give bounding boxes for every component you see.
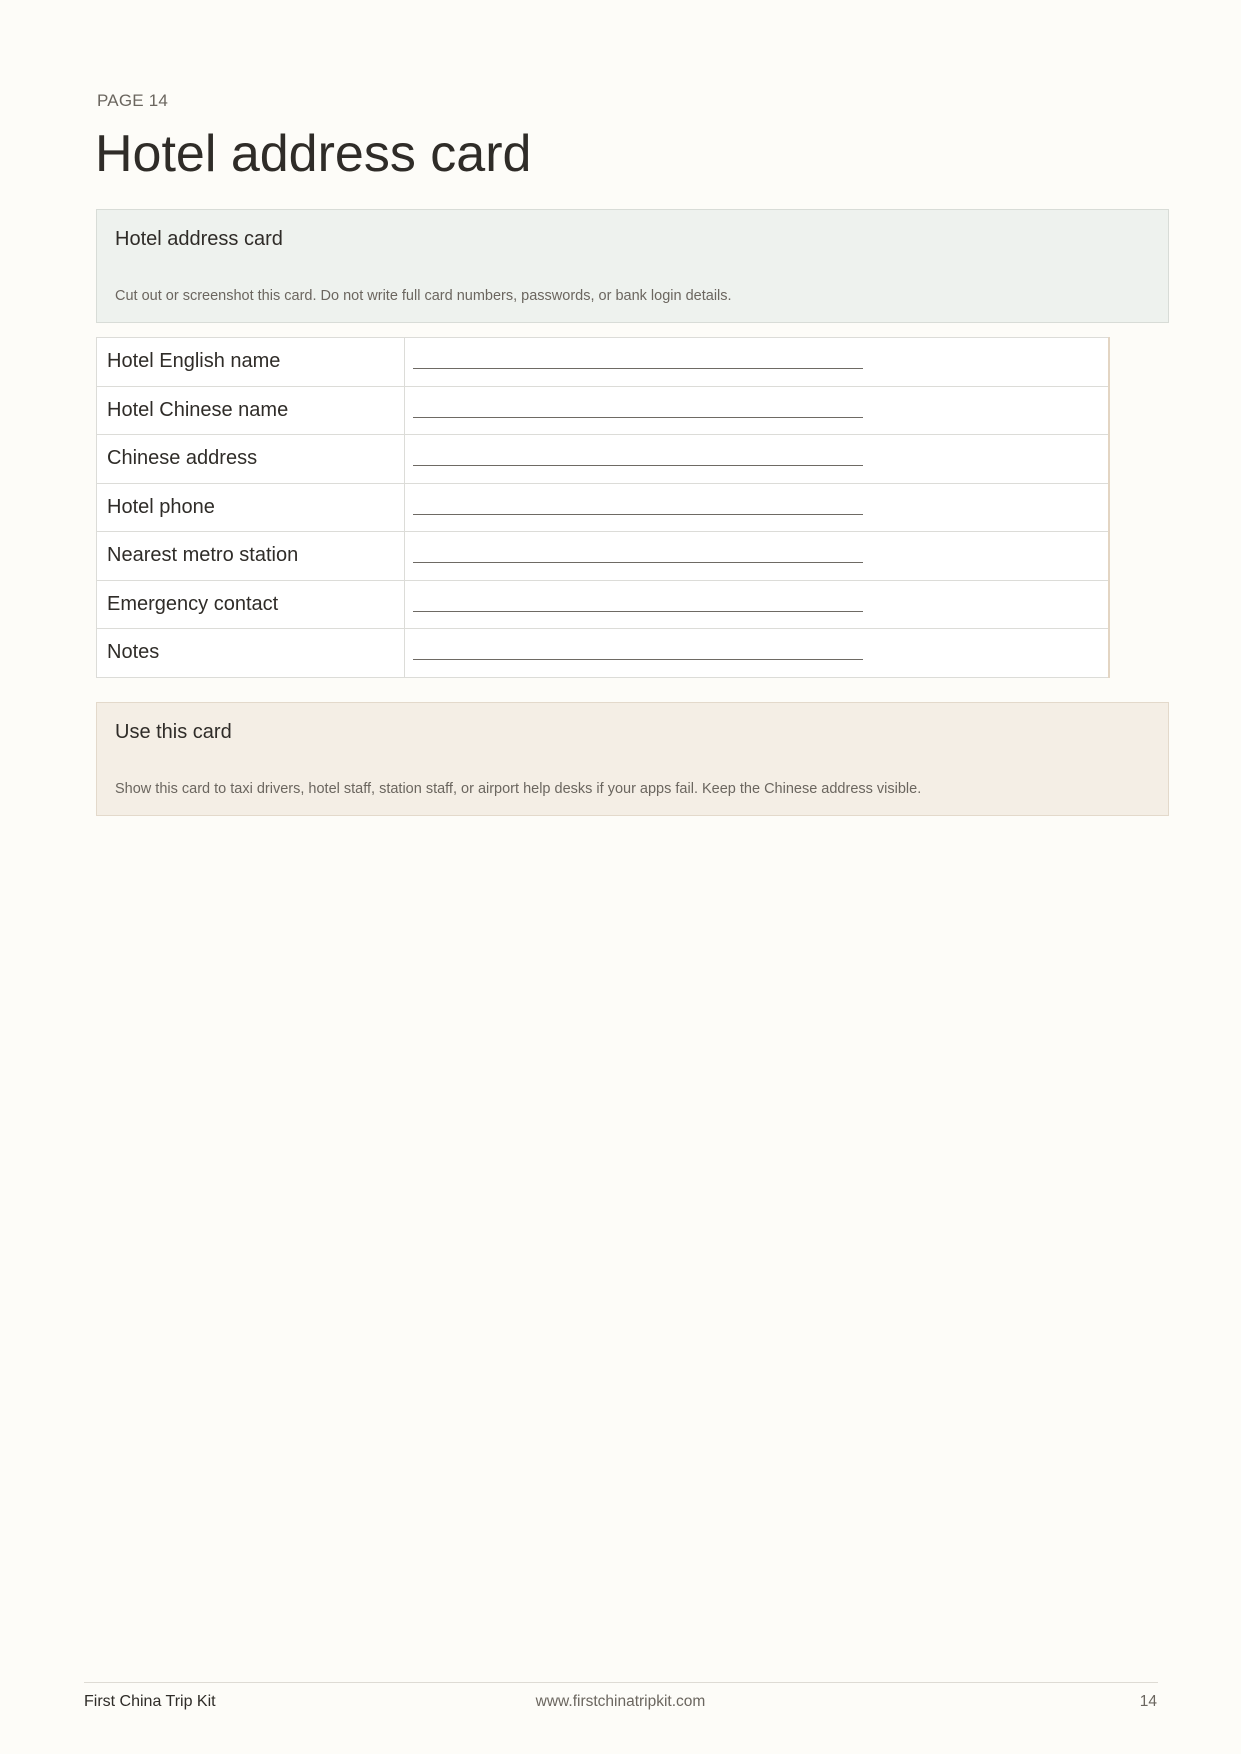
table-row bbox=[97, 483, 1110, 532]
write-in-line[interactable] bbox=[413, 611, 863, 612]
use-card-callout bbox=[96, 702, 1169, 816]
field-label: Chinese address bbox=[97, 435, 405, 484]
table-row bbox=[97, 532, 1110, 581]
field-label: Emergency contact bbox=[97, 580, 405, 629]
footer-website-link[interactable]: www.firstchinatripkit.com bbox=[535, 1693, 706, 1710]
footer-brand: First China Trip Kit bbox=[84, 1693, 216, 1710]
write-in-line[interactable] bbox=[413, 417, 863, 418]
field-blank bbox=[405, 532, 1110, 581]
footer-divider bbox=[84, 1682, 1158, 1683]
field-blank bbox=[405, 435, 1110, 484]
table-row bbox=[97, 580, 1110, 629]
hotel-address-card-table bbox=[96, 337, 1110, 678]
write-in-line[interactable] bbox=[413, 514, 863, 515]
field-blank bbox=[405, 386, 1110, 435]
write-in-line[interactable] bbox=[413, 368, 863, 369]
table-row bbox=[97, 435, 1110, 484]
table-row bbox=[97, 386, 1110, 435]
field-label: Nearest metro station bbox=[97, 532, 405, 581]
write-in-line[interactable] bbox=[413, 659, 863, 660]
table-row bbox=[97, 629, 1110, 678]
field-label: Hotel Chinese name bbox=[97, 386, 405, 435]
field-label: Hotel phone bbox=[97, 483, 405, 532]
field-label: Notes bbox=[97, 629, 405, 678]
footer-page-number: 14 bbox=[1139, 1693, 1157, 1710]
page-number-label: PAGE 14 bbox=[97, 91, 169, 110]
field-label: Hotel English name bbox=[97, 338, 405, 387]
use-card-text: Show this card to taxi drivers, hotel staff, station staff, or airport help desks if your apps fail. Keep the Chinese address visible. bbox=[115, 781, 922, 797]
page-title: Hotel address card bbox=[95, 125, 532, 183]
field-blank bbox=[405, 629, 1110, 678]
write-in-line[interactable] bbox=[413, 562, 863, 563]
field-blank bbox=[405, 338, 1110, 387]
use-card-heading: Use this card bbox=[115, 721, 232, 743]
field-blank bbox=[405, 483, 1110, 532]
field-blank bbox=[405, 580, 1110, 629]
table-row bbox=[97, 338, 1110, 387]
write-in-line[interactable] bbox=[413, 465, 863, 466]
intro-callout-heading: Hotel address card bbox=[115, 228, 283, 250]
intro-callout bbox=[96, 209, 1169, 323]
intro-callout-text: Cut out or screenshot this card. Do not write full card numbers, passwords, or bank login details. bbox=[115, 288, 732, 304]
